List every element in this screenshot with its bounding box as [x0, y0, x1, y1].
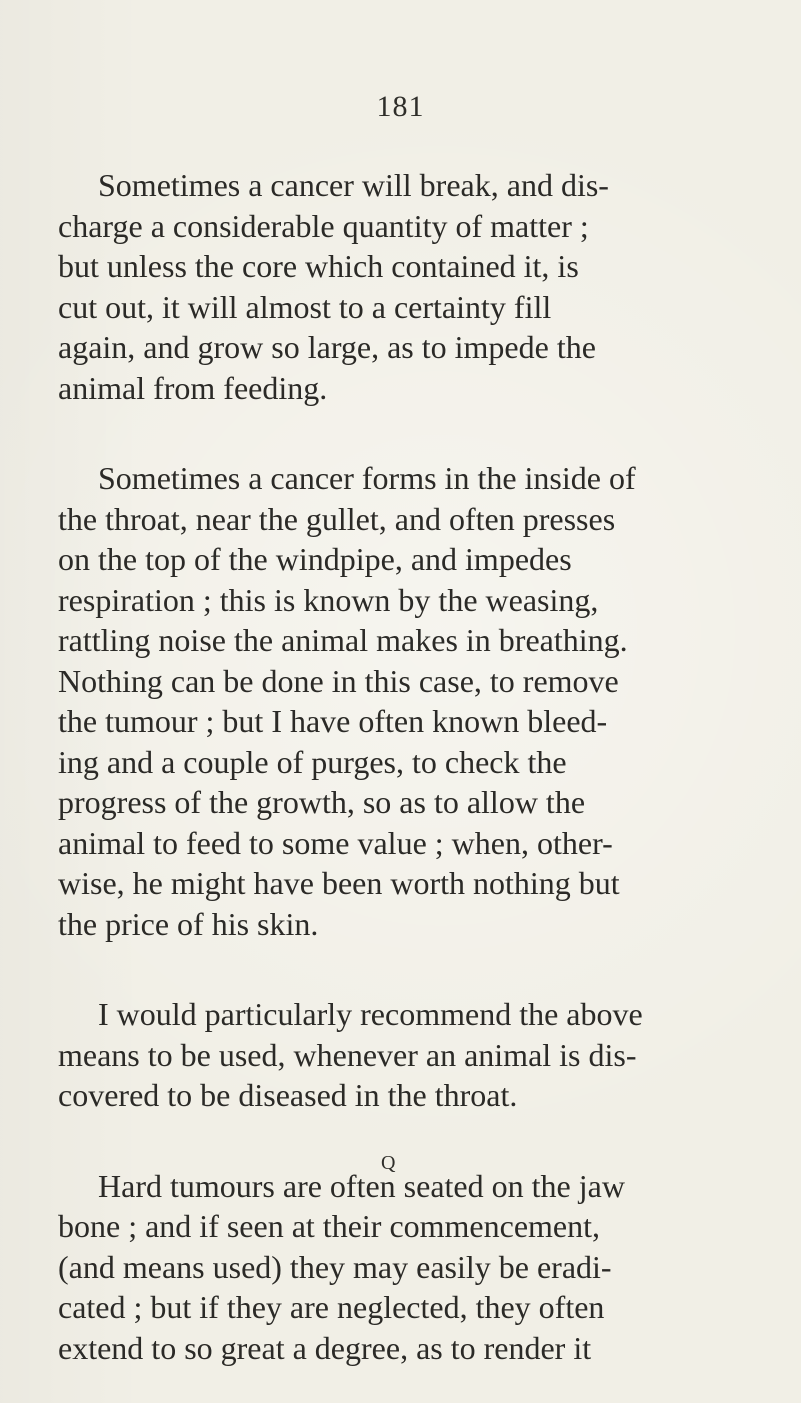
line: the tumour ; but I have often known bleed-	[58, 703, 608, 739]
line: animal from feeding.	[58, 369, 328, 406]
line: extend to so great a degree, as to render it	[58, 1329, 592, 1366]
line: progress of the growth, so as to allow the	[58, 784, 586, 820]
line: but unless the core which contained it, is	[58, 248, 579, 284]
paragraph-4	[58, 1166, 768, 1369]
line: means to be used, whenever an animal is dis-	[58, 1036, 637, 1073]
paragraph-2	[58, 458, 768, 944]
line: I would particularly recommend the above	[98, 996, 643, 1032]
line: Sometimes a cancer forms in the inside of	[98, 460, 636, 496]
line: charge a considerable quantity of matter ;	[58, 207, 589, 244]
line: animal to feed to some value ; when, other-	[58, 824, 613, 861]
line: rattling noise the animal makes in breathing.	[58, 622, 628, 658]
paragraph-3	[58, 994, 768, 1116]
signature-mark: Q	[381, 1152, 396, 1174]
paragraph-1	[58, 165, 768, 408]
line: respiration ; this is known by the weasing,	[58, 581, 599, 618]
line: wise, he might have been worth nothing but	[58, 865, 620, 901]
body-text	[58, 165, 768, 1368]
line: Sometimes a cancer will break, and dis-	[98, 167, 609, 203]
line: on the top of the windpipe, and impedes	[58, 541, 572, 577]
page-number: 181	[376, 90, 425, 123]
line: covered to be diseased in the throat.	[58, 1077, 518, 1113]
line: the price of his skin.	[58, 905, 319, 942]
line: Hard tumours are often seated on the jaw	[98, 1167, 625, 1204]
line: (and means used) they may easily be eradi-	[58, 1248, 612, 1285]
line: Nothing can be done in this case, to remove	[58, 662, 619, 699]
line: the throat, near the gullet, and often presses	[58, 500, 616, 537]
line: cut out, it will almost to a certainty fill	[58, 288, 552, 325]
line: again, and grow so large, as to impede the	[58, 329, 596, 365]
line: ing and a couple of purges, to check the	[58, 743, 567, 780]
line: bone ; and if seen at their commencement,	[58, 1208, 601, 1244]
line: cated ; but if they are neglected, they often	[58, 1289, 605, 1325]
